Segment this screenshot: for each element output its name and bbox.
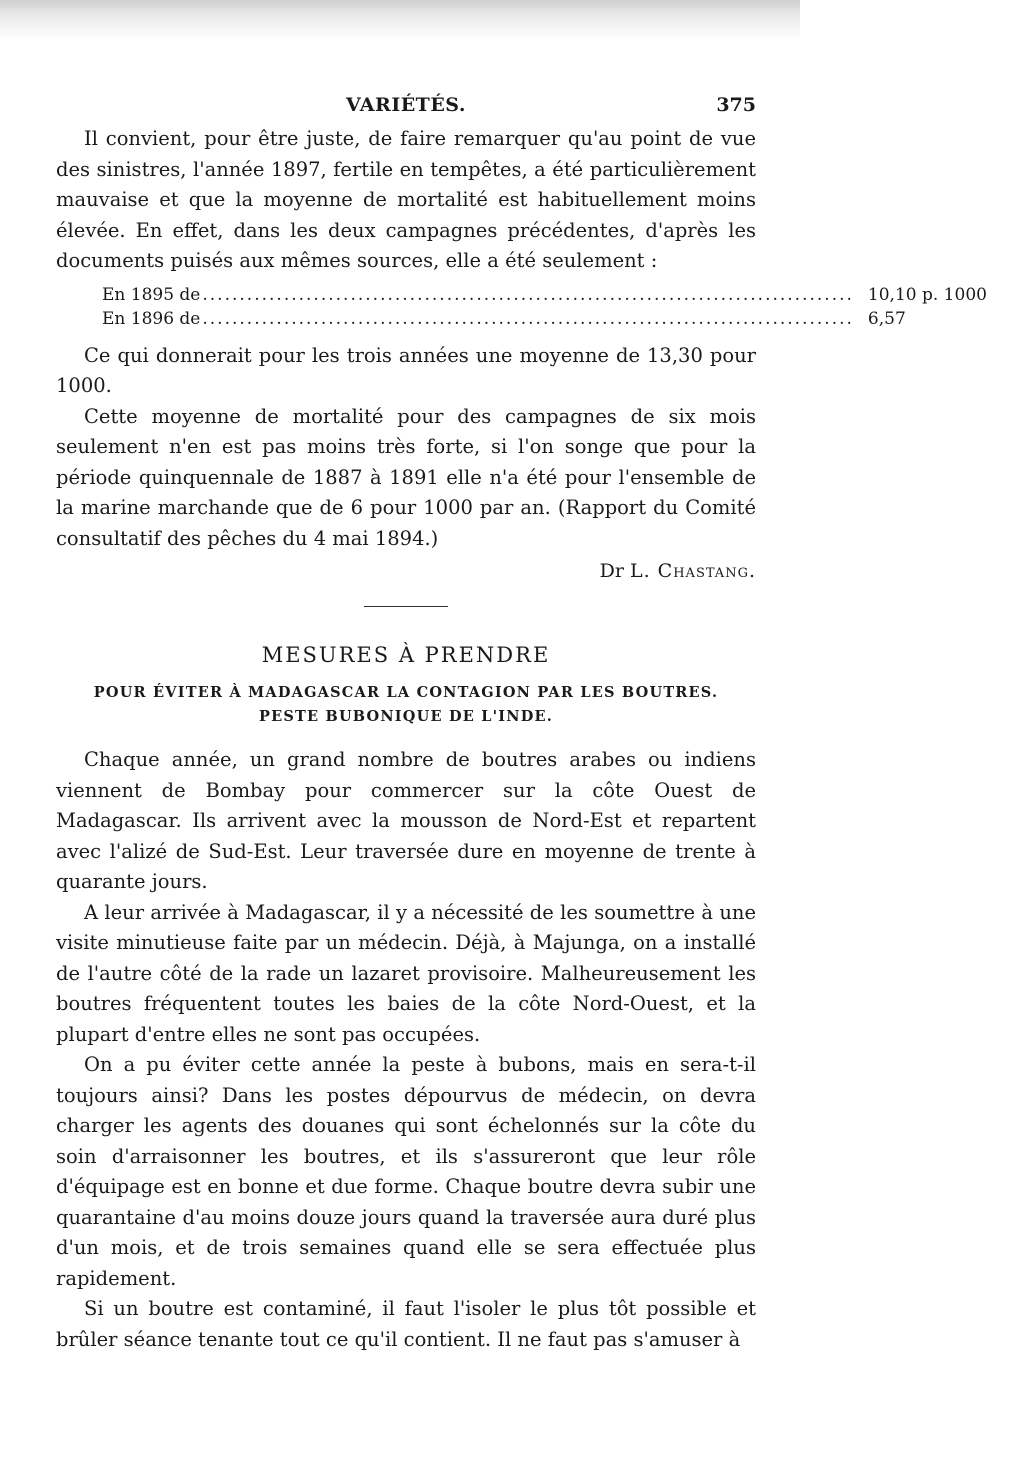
section-subtitle-plague: PESTE BUBONIQUE DE L'INDE. [258, 708, 553, 725]
signature-prefix: Dr [599, 560, 624, 582]
stat-label: En 1896 de [102, 308, 201, 329]
paragraph-inspection: A leur arrivée à Madagascar, il y a nécessité de les soumettre à une visite minutieuse faite par un médecin. Déjà, à Majunga, on a installé de l'autre côté de la rade un lazaret provisoire. Malheureusement les boutres fréquentent toutes les baies de la côte Nord-Ouest, et la plupart d'entre elles ne sont pas occupées. [56, 900, 756, 1046]
paragraph-comparison: Cette moyenne de mortalité pour des campagnes de six mois seulement n'en est pas moins très forte, si l'on songe que pour la période quinquennale de 1887 à 1891 elle n'a été pour l'ensemble de la marine marchande que de 6 pour 1000 par an. (Rapport du Comité consultatif des pêches du 4 mai 1894.) [56, 404, 756, 550]
stat-value: 6,57 [867, 308, 906, 329]
stat-leader-dots: ........................................................................................ [202, 284, 854, 305]
author-signature [56, 556, 756, 586]
running-title: VARIÉTÉS. [346, 94, 466, 116]
stat-row-1895 [56, 283, 987, 307]
page-number: 375 [716, 94, 756, 116]
paragraph-average: Ce qui donnerait pour les trois années une moyenne de 13,30 pour 1000. [56, 343, 756, 397]
scan-top-edge [0, 0, 800, 40]
paragraph-quarantine: On a pu éviter cette année la peste à bubons, mais en sera-t-il toujours ainsi? Dans les postes dépourvus de médecin, on devra charger les agents des douanes qui sont échelonnés sur la côte du soin d'arraisonner les boutres, et ils s'assureront que leur rôle d'équipage est en bonne et due forme. Chaque boutre devra subir une quarantaine d'au moins douze jours quand la traversée aura duré plus d'un mois, et de trois semaines quand elle se sera effectuée plus rapidement. [56, 1053, 756, 1290]
section-title: MESURES À PRENDRE [261, 643, 551, 667]
stat-label: En 1895 de [102, 284, 201, 305]
stat-value: 10,10 p. 1000 [867, 284, 987, 305]
section-subtitle: POUR ÉVITER À MADAGASCAR LA CONTAGION PAR LES BOUTRES. [93, 684, 719, 701]
stat-leader-dots: ........................................................................................ [202, 308, 854, 329]
paragraph-boutres-arrival: Chaque année, un grand nombre de boutres arabes ou indiens viennent de Bombay pour commercer sur la côte Ouest de Madagascar. Ils arrivent avec la mousson de Nord-Est et repartent avec l'alizé de Sud-Est. Leur traversée dure en moyenne de trente à quarante jours. [56, 748, 756, 893]
paragraph-mortality-note: Il convient, pour être juste, de faire remarquer qu'au point de vue des sinistres, l'année 1897, fertile en tempêtes, a été particulièrement mauvaise et que la moyenne de mortalité est habituellement moins élevée. En effet, dans les deux campagnes précédentes, d'après les documents puisés aux mêmes sources, elle a été seulement : [56, 127, 756, 272]
book-page [56, 94, 987, 1355]
paragraph-contamination: Si un boutre est contaminé, il faut l'isoler le plus tôt possible et brûler séance tenante tout ce qu'il contient. Il ne faut pas s'amuser à [56, 1297, 756, 1351]
mortality-stats [56, 283, 987, 331]
section-divider [364, 606, 448, 607]
stat-row-1896 [56, 307, 906, 331]
signature-name: L. Chastang. [629, 560, 756, 582]
running-head [56, 94, 756, 124]
